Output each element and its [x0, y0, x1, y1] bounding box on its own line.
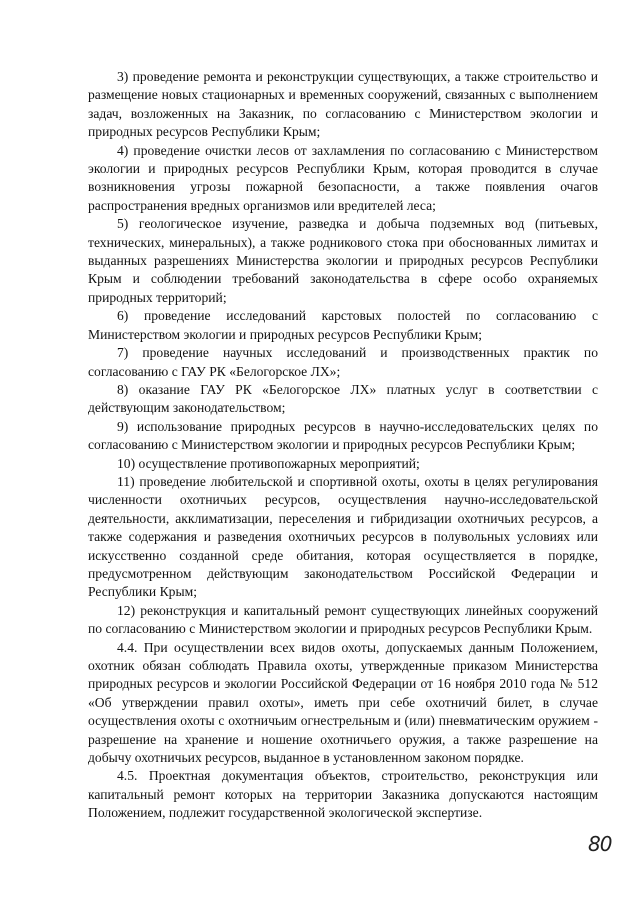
paragraph-item-8: 8) оказание ГАУ РК «Белогорское ЛХ» платных услуг в соответствии с действующим законодательством; — [88, 381, 598, 416]
paragraph-item-4: 4) проведение очистки лесов от захламления по согласованию с Министерством экологии и природных ресурсов Республики Крым, которая проводится в случае возникновения угрозы пожарной безопасности, а также появления очагов распространения вредных организмов или вредителей леса; — [88, 142, 598, 213]
paragraph-item-11: 11) проведение любительской и спортивной охоты, охоты в целях регулирования численности охотничьих ресурсов, осуществления научно-исследовательской деятельности, акклиматизации, переселения и гибридизации охотничьих ресурсов, а также содержания и разведения охотничьих ресурсов в полувольных условиях или искусственно созданной среде обитания, которая осуществляется в порядке, предусмотренном действующим законодательством Российской Федерации и Республики Крым; — [88, 473, 598, 600]
paragraph-item-12: 12) реконструкция и капитальный ремонт существующих линейных сооружений по согласованию с Министерством экологии и природных ресурсов Республики Крым. — [88, 602, 598, 637]
paragraph-item-6: 6) проведение исследований карстовых полостей по согласованию с Министерством экологии и природных ресурсов Республики Крым; — [88, 308, 598, 342]
paragraph-item-3: 3) проведение ремонта и реконструкции существующих, а также строительство и размещение новых стационарных и временных сооружений, связанных с выполнением задач, возложенных на Заказник, по согласованию с Министерством экологии и природных ресурсов Республики Крым; — [88, 69, 598, 140]
paragraph-section-4-5: 4.5. Проектная документация объектов, строительство, реконструкция или капитальный ремонт которых на территории Заказника допускаются настоящим Положением, подлежит государственной экологической экспертизе. — [88, 768, 598, 821]
handwritten-page-number: 80 — [588, 832, 612, 856]
paragraph-item-7: 7) проведение научных исследований и производственных практик по согласованию с ГАУ РК «Белогорское ЛХ»; — [88, 345, 598, 379]
paragraph-item-10: 10) осуществление противопожарных мероприятий; — [117, 455, 420, 471]
paragraph-item-5: 5) геологическое изучение, разведка и добыча подземных вод (питьевых, технических, минеральных), а также родникового стока при обоснованных лимитах и выданных разрешениях Министерства экологии и природных ресурсов Республики Крым и соблюдении требований законодательства в сфере особо охраняемых природных территорий; — [88, 216, 598, 305]
paragraph-item-9: 9) использование природных ресурсов в научно-исследовательских целях по согласованию с Министерством экологии и природных ресурсов Республики Крым; — [88, 418, 598, 453]
document-body — [88, 68, 598, 823]
paragraph-section-4-4: 4.4. При осуществлении всех видов охоты, допускаемых данным Положением, охотник обязан соблюдать Правила охоты, утвержденные приказом Министерства природных ресурсов и экологии Российской Федерации от 16 ноября 2010 года № 512 «Об утверждении правил охоты», иметь при себе охотничий билет, в случае осуществления охоты с охотничьим огнестрельным и (или) пневматическим оружием - разрешение на хранение и ношение охотничьего оружия, а также разрешение на добычу охотничьих ресурсов, выданное в установленном законом порядке. — [88, 639, 598, 766]
